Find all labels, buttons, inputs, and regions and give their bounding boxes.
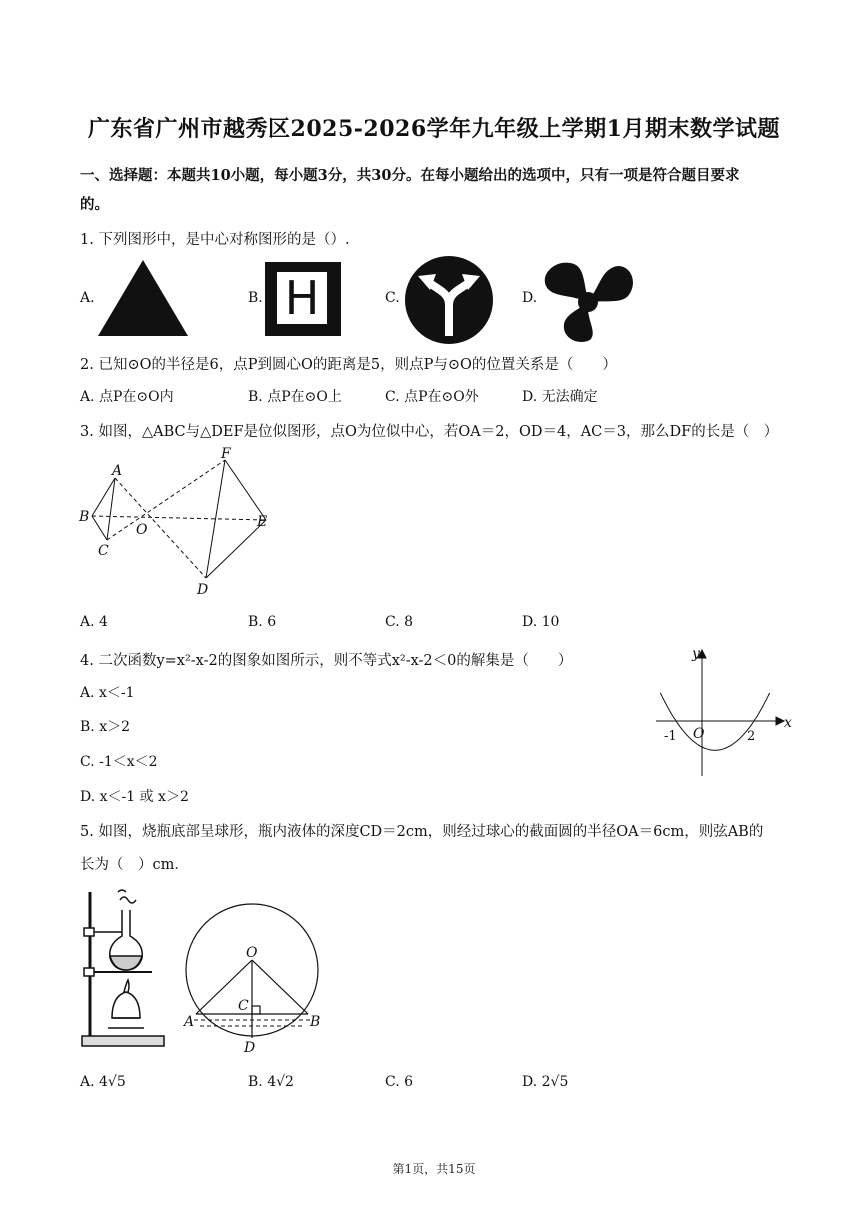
q1-option-b-label: B. [248, 290, 263, 306]
q3-option-b: B. 6 [248, 614, 277, 630]
circle-label-c: C [238, 998, 249, 1014]
q3-option-d: D. 10 [522, 614, 560, 630]
section-header-line2: 的。 [80, 196, 109, 213]
circle-label-o: O [246, 945, 258, 961]
homothety-figure [78, 448, 288, 598]
axis-label-y: y [692, 646, 700, 662]
axis-label-x: x [784, 715, 792, 731]
q1-option-a-label: A. [80, 290, 95, 306]
label-a: A [112, 463, 123, 479]
circle-chord-figure [178, 898, 326, 1058]
circle-label-a: A [184, 1014, 195, 1030]
q2-option-a: A. 点P在⊙O内 [80, 389, 174, 405]
q3-option-a: A. 4 [80, 614, 108, 630]
q3-stem: 3. 如图，△ABC与△DEF是位似图形，点O为位似中心，若OA＝2，OD＝4，AC＝3，那么DF的长是（ ） [80, 424, 779, 440]
q3-option-c: C. 8 [385, 614, 414, 630]
q2-stem: 2. 已知⊙O的半径是6，点P到圆心O的距离是5，则点P与⊙O的位置关系是（ ） [80, 357, 617, 373]
q2-option-c: C. 点P在⊙O外 [385, 389, 479, 405]
section-header-line1: 一、选择题：本题共10小题，每小题3分，共30分。在每小题给出的选项中，只有一项是符合题目要求 [80, 167, 740, 184]
q5-option-c: C. 6 [385, 1074, 414, 1090]
label-d: D [197, 582, 209, 598]
label-e: E [257, 514, 268, 530]
label-o: O [136, 522, 148, 538]
q1-stem: 1. 下列图形中，是中心对称图形的是（）. [80, 232, 350, 248]
q1-option-c-label: C. [385, 290, 400, 306]
q4-option-d: D. x＜-1 或 x＞2 [80, 789, 189, 805]
pinwheel-figure [540, 258, 636, 342]
circle-label-d: D [244, 1040, 256, 1056]
q5-option-b: B. 4√2 [248, 1074, 294, 1090]
circle-label-b: B [310, 1014, 321, 1030]
q5-option-a: A. 4√5 [80, 1074, 126, 1090]
parabola-graph [652, 644, 792, 784]
q4-stem: 4. 二次函数y=x²-x-2的图象如图所示，则不等式x²-x-2＜0的解集是（ ） [80, 653, 573, 669]
h-square-figure [265, 262, 341, 336]
fork-arrow-circle-figure [404, 256, 494, 344]
origin-label: O [693, 726, 705, 742]
flask-apparatus-figure [78, 888, 168, 1052]
q4-option-b: B. x＞2 [80, 719, 130, 735]
tick-label-neg1: -1 [664, 729, 677, 744]
q1-option-d-label: D. [522, 290, 538, 306]
q4-option-a: A. x＜-1 [80, 685, 135, 701]
q5-stem-line1: 5. 如图，烧瓶底部呈球形，瓶内液体的深度CD＝2cm，则经过球心的截面圆的半径OA＝6cm，则弦AB的 [80, 824, 764, 840]
tick-label-2: 2 [747, 729, 756, 744]
q5-stem-line2: 长为（ ）cm． [80, 857, 189, 873]
q2-option-d: D. 无法确定 [522, 389, 598, 405]
q4-option-c: C. -1＜x＜2 [80, 754, 158, 770]
page-footer: 第1页，共15页 [392, 1162, 476, 1176]
label-c: C [98, 543, 109, 559]
q5-option-d: D. 2√5 [522, 1074, 569, 1090]
triangle-figure [96, 258, 190, 338]
h-letter: H [284, 271, 320, 325]
label-b: B [79, 509, 90, 525]
label-f: F [221, 446, 231, 462]
q2-option-b: B. 点P在⊙O上 [248, 389, 342, 405]
page-title: 广东省广州市越秀区2025-2026学年九年级上学期1月期末数学试题 [88, 116, 780, 142]
